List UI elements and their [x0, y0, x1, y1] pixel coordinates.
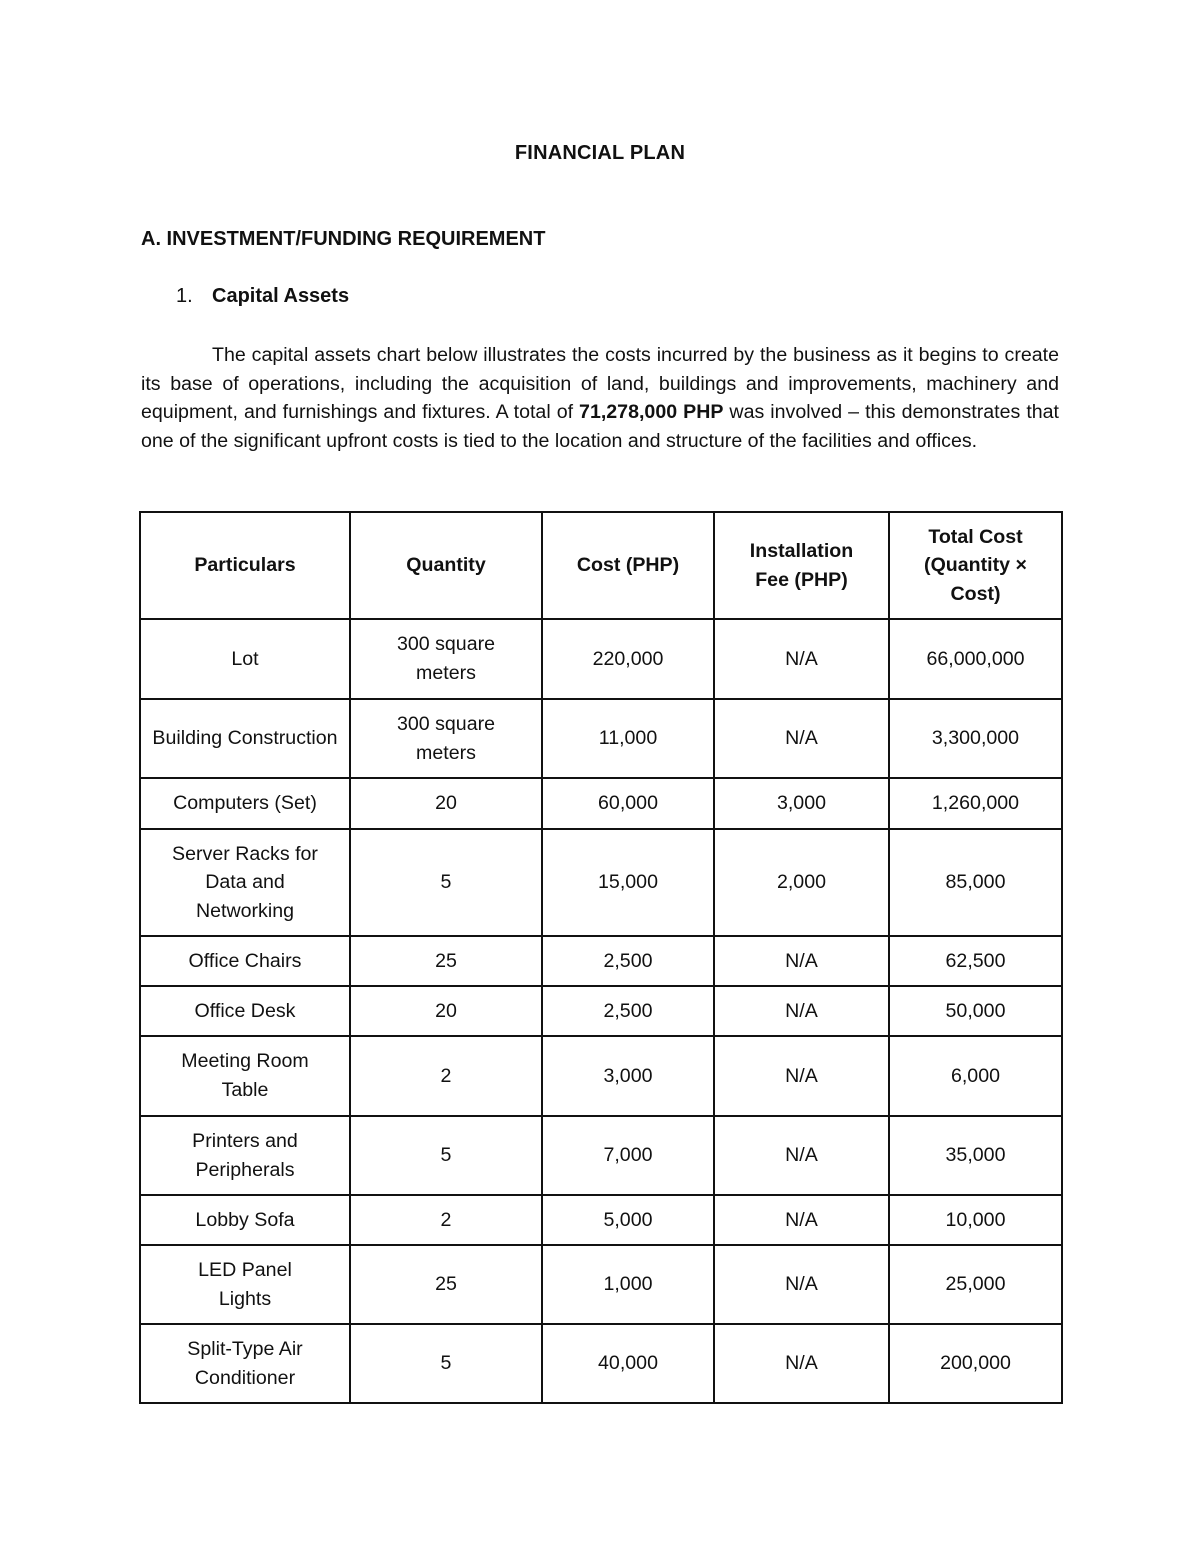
cell-particulars: Lobby Sofa [140, 1195, 350, 1245]
cell-quantity: 25 [350, 936, 542, 986]
cell-installation-fee: N/A [714, 699, 889, 778]
cell-total-cost: 200,000 [889, 1324, 1062, 1403]
cell-particulars: Split-Type Air Conditioner [140, 1324, 350, 1403]
cell-total-cost: 25,000 [889, 1245, 1062, 1324]
cell-quantity: 20 [350, 986, 542, 1036]
header-installation-fee: Installation Fee (PHP) [714, 512, 889, 619]
cell-installation-fee: N/A [714, 986, 889, 1036]
cell-total-cost: 66,000,000 [889, 619, 1062, 699]
subsection-label: Capital Assets [212, 285, 350, 307]
cell-installation-fee: 3,000 [714, 778, 889, 829]
table-header-row [140, 512, 1062, 619]
cell-total-cost: 35,000 [889, 1116, 1062, 1195]
cell-cost: 7,000 [542, 1116, 714, 1195]
table-row [140, 1116, 1062, 1195]
table-row [140, 1324, 1062, 1403]
cell-particulars: Office Chairs [140, 936, 350, 986]
cell-quantity: 20 [350, 778, 542, 829]
cell-installation-fee: N/A [714, 1195, 889, 1245]
table-row [140, 986, 1062, 1036]
cell-total-cost: 6,000 [889, 1036, 1062, 1116]
cell-installation-fee: N/A [714, 619, 889, 699]
cell-cost: 3,000 [542, 1036, 714, 1116]
cell-cost: 11,000 [542, 699, 714, 778]
cell-cost: 220,000 [542, 619, 714, 699]
cell-cost: 2,500 [542, 986, 714, 1036]
cell-quantity: 2 [350, 1195, 542, 1245]
cell-particulars: Building Construction [140, 699, 350, 778]
cell-cost: 60,000 [542, 778, 714, 829]
cell-installation-fee: N/A [714, 1116, 889, 1195]
cell-particulars: Server Racks for Data and Networking [140, 829, 350, 936]
table-row [140, 1195, 1062, 1245]
table-row [140, 619, 1062, 699]
cell-installation-fee: N/A [714, 1036, 889, 1116]
cell-cost: 2,500 [542, 936, 714, 986]
header-quantity: Quantity [350, 512, 542, 619]
cell-quantity: 300 square meters [350, 699, 542, 778]
table-row [140, 936, 1062, 986]
cell-cost: 1,000 [542, 1245, 714, 1324]
cell-total-cost: 50,000 [889, 986, 1062, 1036]
section-heading: A. INVESTMENT/FUNDING REQUIREMENT [141, 228, 546, 250]
header-cost: Cost (PHP) [542, 512, 714, 619]
cell-particulars: Printers and Peripherals [140, 1116, 350, 1195]
cell-total-cost: 62,500 [889, 936, 1062, 986]
cell-total-cost: 1,260,000 [889, 778, 1062, 829]
page-title: FINANCIAL PLAN [514, 142, 686, 164]
cell-installation-fee: N/A [714, 1324, 889, 1403]
cell-particulars: Meeting Room Table [140, 1036, 350, 1116]
capital-assets-table [139, 511, 1063, 1404]
cell-particulars: Computers (Set) [140, 778, 350, 829]
cell-particulars: LED Panel Lights [140, 1245, 350, 1324]
cell-total-cost: 3,300,000 [889, 699, 1062, 778]
cell-quantity: 300 square meters [350, 619, 542, 699]
table-row [140, 778, 1062, 829]
cell-installation-fee: N/A [714, 1245, 889, 1324]
cell-total-cost: 10,000 [889, 1195, 1062, 1245]
table-row [140, 699, 1062, 778]
cell-installation-fee: 2,000 [714, 829, 889, 936]
cell-quantity: 5 [350, 829, 542, 936]
header-total-cost: Total Cost (Quantity × Cost) [889, 512, 1062, 619]
cell-installation-fee: N/A [714, 936, 889, 986]
paragraph-total-amount: 71,278,000 PHP [579, 401, 724, 424]
table-row [140, 1245, 1062, 1324]
cell-quantity: 5 [350, 1116, 542, 1195]
intro-paragraph [141, 341, 1059, 455]
cell-particulars: Lot [140, 619, 350, 699]
paragraph-text-part1: The capital assets chart below illustrates the costs incurred by the business as it begins to create its base of operations, including the acquisition of land, buildings and improvements, machinery and equipment, and furnishings and fixtures. A total of [141, 344, 1059, 424]
cell-cost: 40,000 [542, 1324, 714, 1403]
cell-particulars: Office Desk [140, 986, 350, 1036]
cell-quantity: 2 [350, 1036, 542, 1116]
table-row [140, 1036, 1062, 1116]
cell-quantity: 5 [350, 1324, 542, 1403]
subsection-heading [176, 285, 349, 308]
cell-cost: 5,000 [542, 1195, 714, 1245]
subsection-number: 1. [176, 285, 193, 307]
paragraph-text-part2: was involved – this demonstrates that one of the significant upfront costs is tied to the location and structure of the facilities and offices. [141, 401, 1059, 452]
cell-cost: 15,000 [542, 829, 714, 936]
cell-quantity: 25 [350, 1245, 542, 1324]
table-row [140, 829, 1062, 936]
cell-total-cost: 85,000 [889, 829, 1062, 936]
header-particulars: Particulars [140, 512, 350, 619]
